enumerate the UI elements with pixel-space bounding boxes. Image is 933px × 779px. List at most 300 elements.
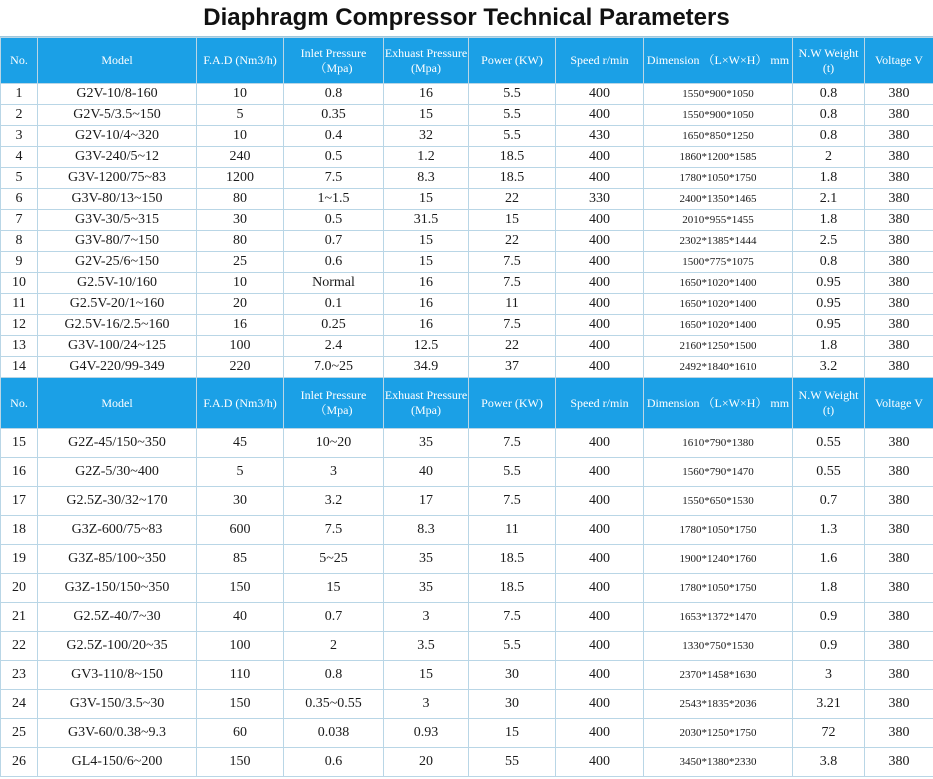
cell-fad: 80: [197, 231, 284, 252]
cell-weight: 0.8: [793, 105, 865, 126]
cell-weight: 3.2: [793, 357, 865, 378]
cell-exhaust-pressure: 17: [384, 487, 469, 516]
cell-fad: 10: [197, 126, 284, 147]
cell-power: 30: [469, 661, 556, 690]
cell-model: G2V-10/4~320: [38, 126, 197, 147]
cell-model: G2.5V-16/2.5~160: [38, 315, 197, 336]
cell-exhaust-pressure: 16: [384, 315, 469, 336]
cell-no: 21: [1, 603, 38, 632]
cell-fad: 80: [197, 189, 284, 210]
cell-inlet-pressure: 0.038: [284, 719, 384, 748]
cell-inlet-pressure: 10~20: [284, 429, 384, 458]
cell-dimension: 2010*955*1455: [644, 210, 793, 231]
cell-fad: 100: [197, 336, 284, 357]
cell-no: 18: [1, 516, 38, 545]
cell-dimension: 1780*1050*1750: [644, 168, 793, 189]
cell-exhaust-pressure: 34.9: [384, 357, 469, 378]
cell-inlet-pressure: 3.2: [284, 487, 384, 516]
cell-voltage: 380: [865, 545, 933, 574]
cell-fad: 16: [197, 315, 284, 336]
header-inlet-pressure: Inlet Pressure （Mpa): [284, 38, 384, 84]
cell-voltage: 380: [865, 458, 933, 487]
cell-model: G2V-10/8-160: [38, 84, 197, 105]
cell-inlet-pressure: 0.6: [284, 252, 384, 273]
cell-dimension: 2030*1250*1750: [644, 719, 793, 748]
cell-exhaust-pressure: 1.2: [384, 147, 469, 168]
cell-speed: 400: [556, 231, 644, 252]
cell-model: G2Z-5/30~400: [38, 458, 197, 487]
cell-power: 18.5: [469, 147, 556, 168]
cell-voltage: 380: [865, 719, 933, 748]
cell-speed: 400: [556, 105, 644, 126]
cell-weight: 0.95: [793, 315, 865, 336]
cell-inlet-pressure: 0.8: [284, 84, 384, 105]
cell-power: 55: [469, 748, 556, 777]
table-row: [1, 516, 933, 545]
cell-exhaust-pressure: 35: [384, 545, 469, 574]
cell-weight: 1.8: [793, 336, 865, 357]
cell-dimension: 1550*900*1050: [644, 105, 793, 126]
cell-power: 18.5: [469, 168, 556, 189]
cell-no: 6: [1, 189, 38, 210]
cell-voltage: 380: [865, 294, 933, 315]
cell-inlet-pressure: 7.0~25: [284, 357, 384, 378]
cell-dimension: 1650*850*1250: [644, 126, 793, 147]
cell-exhaust-pressure: 16: [384, 294, 469, 315]
cell-exhaust-pressure: 16: [384, 273, 469, 294]
cell-speed: 330: [556, 189, 644, 210]
header-weight: N.W Weight (t): [793, 38, 865, 84]
cell-inlet-pressure: 0.6: [284, 748, 384, 777]
cell-power: 11: [469, 516, 556, 545]
cell-dimension: 1610*790*1380: [644, 429, 793, 458]
cell-fad: 85: [197, 545, 284, 574]
cell-weight: 0.7: [793, 487, 865, 516]
table-row: [1, 357, 933, 378]
table-row: [1, 294, 933, 315]
cell-inlet-pressure: 7.5: [284, 516, 384, 545]
cell-dimension: 1860*1200*1585: [644, 147, 793, 168]
header-weight: N.W Weight (t): [793, 378, 865, 429]
cell-exhaust-pressure: 3.5: [384, 632, 469, 661]
cell-power: 5.5: [469, 126, 556, 147]
cell-model: G3Z-600/75~83: [38, 516, 197, 545]
cell-voltage: 380: [865, 210, 933, 231]
cell-voltage: 380: [865, 336, 933, 357]
cell-weight: 2.1: [793, 189, 865, 210]
cell-no: 3: [1, 126, 38, 147]
header-voltage: Voltage V: [865, 38, 933, 84]
cell-speed: 400: [556, 315, 644, 336]
cell-voltage: 380: [865, 231, 933, 252]
cell-model: G2V-5/3.5~150: [38, 105, 197, 126]
cell-voltage: 380: [865, 315, 933, 336]
cell-exhaust-pressure: 35: [384, 574, 469, 603]
cell-inlet-pressure: 0.25: [284, 315, 384, 336]
cell-model: G3V-60/0.38~9.3: [38, 719, 197, 748]
cell-fad: 5: [197, 105, 284, 126]
table-row: [1, 252, 933, 273]
cell-power: 37: [469, 357, 556, 378]
table-row: [1, 429, 933, 458]
header-dimension: Dimension （L×W×H） mm: [644, 378, 793, 429]
cell-power: 22: [469, 189, 556, 210]
cell-dimension: 1550*900*1050: [644, 84, 793, 105]
table-row: [1, 487, 933, 516]
cell-voltage: 380: [865, 147, 933, 168]
table-row: [1, 632, 933, 661]
cell-dimension: 2492*1840*1610: [644, 357, 793, 378]
cell-voltage: 380: [865, 357, 933, 378]
table-row: [1, 189, 933, 210]
header-row: [1, 38, 933, 84]
table-row: [1, 126, 933, 147]
cell-voltage: 380: [865, 252, 933, 273]
cell-weight: 1.8: [793, 210, 865, 231]
cell-no: 26: [1, 748, 38, 777]
cell-no: 4: [1, 147, 38, 168]
cell-voltage: 380: [865, 105, 933, 126]
cell-speed: 400: [556, 252, 644, 273]
header-row: [1, 378, 933, 429]
cell-weight: 3: [793, 661, 865, 690]
cell-voltage: 380: [865, 516, 933, 545]
cell-power: 15: [469, 719, 556, 748]
cell-speed: 400: [556, 84, 644, 105]
cell-power: 7.5: [469, 252, 556, 273]
cell-fad: 25: [197, 252, 284, 273]
table-row: [1, 719, 933, 748]
cell-power: 5.5: [469, 84, 556, 105]
cell-voltage: 380: [865, 189, 933, 210]
cell-inlet-pressure: 15: [284, 574, 384, 603]
cell-voltage: 380: [865, 84, 933, 105]
cell-voltage: 380: [865, 632, 933, 661]
cell-exhaust-pressure: 40: [384, 458, 469, 487]
cell-dimension: 1560*790*1470: [644, 458, 793, 487]
cell-model: G3Z-85/100~350: [38, 545, 197, 574]
cell-model: G3V-1200/75~83: [38, 168, 197, 189]
cell-fad: 40: [197, 603, 284, 632]
page-title: Diaphragm Compressor Technical Parameters: [0, 0, 933, 37]
cell-fad: 5: [197, 458, 284, 487]
cell-dimension: 1653*1372*1470: [644, 603, 793, 632]
cell-inlet-pressure: 0.7: [284, 603, 384, 632]
cell-exhaust-pressure: 15: [384, 661, 469, 690]
cell-no: 24: [1, 690, 38, 719]
cell-speed: 400: [556, 632, 644, 661]
table-row: [1, 574, 933, 603]
table-row: [1, 661, 933, 690]
cell-weight: 0.55: [793, 458, 865, 487]
cell-speed: 400: [556, 336, 644, 357]
table-row: [1, 231, 933, 252]
cell-speed: 400: [556, 357, 644, 378]
cell-exhaust-pressure: 32: [384, 126, 469, 147]
cell-no: 11: [1, 294, 38, 315]
cell-weight: 0.55: [793, 429, 865, 458]
cell-inlet-pressure: 0.1: [284, 294, 384, 315]
cell-speed: 400: [556, 429, 644, 458]
cell-exhaust-pressure: 15: [384, 189, 469, 210]
cell-dimension: 2543*1835*2036: [644, 690, 793, 719]
cell-exhaust-pressure: 15: [384, 252, 469, 273]
cell-no: 7: [1, 210, 38, 231]
cell-model: G4V-220/99-349: [38, 357, 197, 378]
header-voltage: Voltage V: [865, 378, 933, 429]
cell-fad: 10: [197, 84, 284, 105]
cell-speed: 400: [556, 661, 644, 690]
cell-no: 5: [1, 168, 38, 189]
cell-inlet-pressure: Normal: [284, 273, 384, 294]
cell-dimension: 1780*1050*1750: [644, 574, 793, 603]
table-row: [1, 168, 933, 189]
cell-fad: 100: [197, 632, 284, 661]
cell-dimension: 1650*1020*1400: [644, 273, 793, 294]
cell-weight: 0.9: [793, 632, 865, 661]
cell-fad: 600: [197, 516, 284, 545]
cell-weight: 0.9: [793, 603, 865, 632]
cell-model: G3V-80/13~150: [38, 189, 197, 210]
header-exhaust-pressure: Exhuast Pressure (Mpa): [384, 378, 469, 429]
table-row: [1, 273, 933, 294]
cell-voltage: 380: [865, 603, 933, 632]
header-fad: F.A.D (Nm3/h): [197, 378, 284, 429]
header-fad: F.A.D (Nm3/h): [197, 38, 284, 84]
cell-weight: 1.8: [793, 574, 865, 603]
cell-weight: 3.8: [793, 748, 865, 777]
header-inlet-pressure: Inlet Pressure （Mpa): [284, 378, 384, 429]
cell-fad: 110: [197, 661, 284, 690]
cell-no: 13: [1, 336, 38, 357]
cell-model: G3Z-150/150~350: [38, 574, 197, 603]
cell-model: G2.5V-10/160: [38, 273, 197, 294]
cell-voltage: 380: [865, 690, 933, 719]
cell-dimension: 2370*1458*1630: [644, 661, 793, 690]
cell-no: 1: [1, 84, 38, 105]
cell-power: 18.5: [469, 574, 556, 603]
cell-speed: 400: [556, 273, 644, 294]
cell-dimension: 1650*1020*1400: [644, 294, 793, 315]
cell-speed: 400: [556, 603, 644, 632]
cell-exhaust-pressure: 8.3: [384, 516, 469, 545]
cell-fad: 20: [197, 294, 284, 315]
cell-exhaust-pressure: 3: [384, 690, 469, 719]
table-row: [1, 147, 933, 168]
cell-fad: 60: [197, 719, 284, 748]
cell-model: G2Z-45/150~350: [38, 429, 197, 458]
table-row: [1, 603, 933, 632]
table-row: [1, 545, 933, 574]
cell-power: 5.5: [469, 105, 556, 126]
cell-power: 7.5: [469, 603, 556, 632]
cell-model: G2.5V-20/1~160: [38, 294, 197, 315]
cell-speed: 400: [556, 574, 644, 603]
cell-exhaust-pressure: 31.5: [384, 210, 469, 231]
cell-model: G2V-25/6~150: [38, 252, 197, 273]
cell-voltage: 380: [865, 168, 933, 189]
header-speed: Speed r/min: [556, 38, 644, 84]
cell-exhaust-pressure: 0.93: [384, 719, 469, 748]
cell-speed: 400: [556, 690, 644, 719]
cell-fad: 150: [197, 574, 284, 603]
header-speed: Speed r/min: [556, 378, 644, 429]
cell-power: 30: [469, 690, 556, 719]
cell-inlet-pressure: 0.7: [284, 231, 384, 252]
cell-dimension: 1550*650*1530: [644, 487, 793, 516]
cell-no: 15: [1, 429, 38, 458]
cell-voltage: 380: [865, 661, 933, 690]
cell-power: 5.5: [469, 458, 556, 487]
cell-speed: 400: [556, 147, 644, 168]
cell-exhaust-pressure: 16: [384, 84, 469, 105]
table-row: [1, 84, 933, 105]
header-no: No.: [1, 378, 38, 429]
cell-no: 2: [1, 105, 38, 126]
cell-no: 22: [1, 632, 38, 661]
table-row: [1, 105, 933, 126]
cell-model: G2.5Z-30/32~170: [38, 487, 197, 516]
cell-fad: 150: [197, 690, 284, 719]
cell-inlet-pressure: 3: [284, 458, 384, 487]
cell-dimension: 2302*1385*1444: [644, 231, 793, 252]
cell-no: 10: [1, 273, 38, 294]
cell-power: 22: [469, 231, 556, 252]
cell-exhaust-pressure: 3: [384, 603, 469, 632]
header-dimension: Dimension （L×W×H） mm: [644, 38, 793, 84]
cell-model: G2.5Z-100/20~35: [38, 632, 197, 661]
cell-inlet-pressure: 0.5: [284, 147, 384, 168]
cell-weight: 1.3: [793, 516, 865, 545]
cell-inlet-pressure: 1~1.5: [284, 189, 384, 210]
cell-fad: 45: [197, 429, 284, 458]
cell-inlet-pressure: 0.4: [284, 126, 384, 147]
cell-speed: 400: [556, 719, 644, 748]
cell-fad: 240: [197, 147, 284, 168]
cell-voltage: 380: [865, 487, 933, 516]
table-row: [1, 748, 933, 777]
cell-power: 7.5: [469, 487, 556, 516]
cell-inlet-pressure: 0.5: [284, 210, 384, 231]
table-row: [1, 210, 933, 231]
cell-speed: 400: [556, 458, 644, 487]
cell-model: G3V-240/5~12: [38, 147, 197, 168]
cell-power: 11: [469, 294, 556, 315]
cell-inlet-pressure: 2: [284, 632, 384, 661]
cell-model: GL4-150/6~200: [38, 748, 197, 777]
cell-exhaust-pressure: 12.5: [384, 336, 469, 357]
cell-fad: 220: [197, 357, 284, 378]
cell-dimension: 1900*1240*1760: [644, 545, 793, 574]
cell-model: G3V-150/3.5~30: [38, 690, 197, 719]
cell-power: 15: [469, 210, 556, 231]
cell-power: 7.5: [469, 273, 556, 294]
cell-voltage: 380: [865, 574, 933, 603]
cell-weight: 72: [793, 719, 865, 748]
cell-dimension: 1330*750*1530: [644, 632, 793, 661]
cell-model: G2.5Z-40/7~30: [38, 603, 197, 632]
cell-fad: 1200: [197, 168, 284, 189]
cell-weight: 3.21: [793, 690, 865, 719]
header-power: Power (KW): [469, 378, 556, 429]
cell-speed: 400: [556, 487, 644, 516]
header-model: Model: [38, 378, 197, 429]
cell-voltage: 380: [865, 273, 933, 294]
cell-weight: 1.6: [793, 545, 865, 574]
cell-no: 25: [1, 719, 38, 748]
cell-model: G3V-100/24~125: [38, 336, 197, 357]
cell-model: GV3-110/8~150: [38, 661, 197, 690]
cell-dimension: 1500*775*1075: [644, 252, 793, 273]
cell-dimension: 1780*1050*1750: [644, 516, 793, 545]
cell-dimension: 2400*1350*1465: [644, 189, 793, 210]
cell-no: 12: [1, 315, 38, 336]
header-exhaust-pressure: Exhuast Pressure (Mpa): [384, 38, 469, 84]
cell-fad: 150: [197, 748, 284, 777]
cell-inlet-pressure: 0.8: [284, 661, 384, 690]
cell-no: 23: [1, 661, 38, 690]
cell-weight: 0.8: [793, 84, 865, 105]
table-row: [1, 336, 933, 357]
cell-power: 5.5: [469, 632, 556, 661]
cell-inlet-pressure: 5~25: [284, 545, 384, 574]
cell-voltage: 380: [865, 748, 933, 777]
cell-inlet-pressure: 7.5: [284, 168, 384, 189]
cell-exhaust-pressure: 15: [384, 105, 469, 126]
parameters-table: [0, 37, 933, 777]
cell-power: 22: [469, 336, 556, 357]
cell-weight: 0.95: [793, 294, 865, 315]
header-model: Model: [38, 38, 197, 84]
header-power: Power (KW): [469, 38, 556, 84]
cell-dimension: 2160*1250*1500: [644, 336, 793, 357]
cell-no: 20: [1, 574, 38, 603]
cell-exhaust-pressure: 20: [384, 748, 469, 777]
table-row: [1, 315, 933, 336]
cell-dimension: 1650*1020*1400: [644, 315, 793, 336]
cell-weight: 0.8: [793, 252, 865, 273]
cell-no: 14: [1, 357, 38, 378]
cell-exhaust-pressure: 15: [384, 231, 469, 252]
cell-speed: 400: [556, 545, 644, 574]
cell-weight: 2: [793, 147, 865, 168]
cell-speed: 400: [556, 294, 644, 315]
cell-weight: 0.8: [793, 126, 865, 147]
cell-fad: 10: [197, 273, 284, 294]
cell-speed: 400: [556, 168, 644, 189]
cell-model: G3V-80/7~150: [38, 231, 197, 252]
cell-voltage: 380: [865, 429, 933, 458]
cell-no: 16: [1, 458, 38, 487]
cell-weight: 2.5: [793, 231, 865, 252]
cell-weight: 0.95: [793, 273, 865, 294]
cell-speed: 430: [556, 126, 644, 147]
cell-power: 7.5: [469, 315, 556, 336]
cell-inlet-pressure: 0.35~0.55: [284, 690, 384, 719]
table-row: [1, 690, 933, 719]
cell-power: 18.5: [469, 545, 556, 574]
cell-no: 19: [1, 545, 38, 574]
cell-power: 7.5: [469, 429, 556, 458]
cell-model: G3V-30/5~315: [38, 210, 197, 231]
cell-inlet-pressure: 2.4: [284, 336, 384, 357]
table-row: [1, 458, 933, 487]
cell-voltage: 380: [865, 126, 933, 147]
cell-speed: 400: [556, 210, 644, 231]
cell-exhaust-pressure: 8.3: [384, 168, 469, 189]
header-no: No.: [1, 38, 38, 84]
cell-speed: 400: [556, 748, 644, 777]
